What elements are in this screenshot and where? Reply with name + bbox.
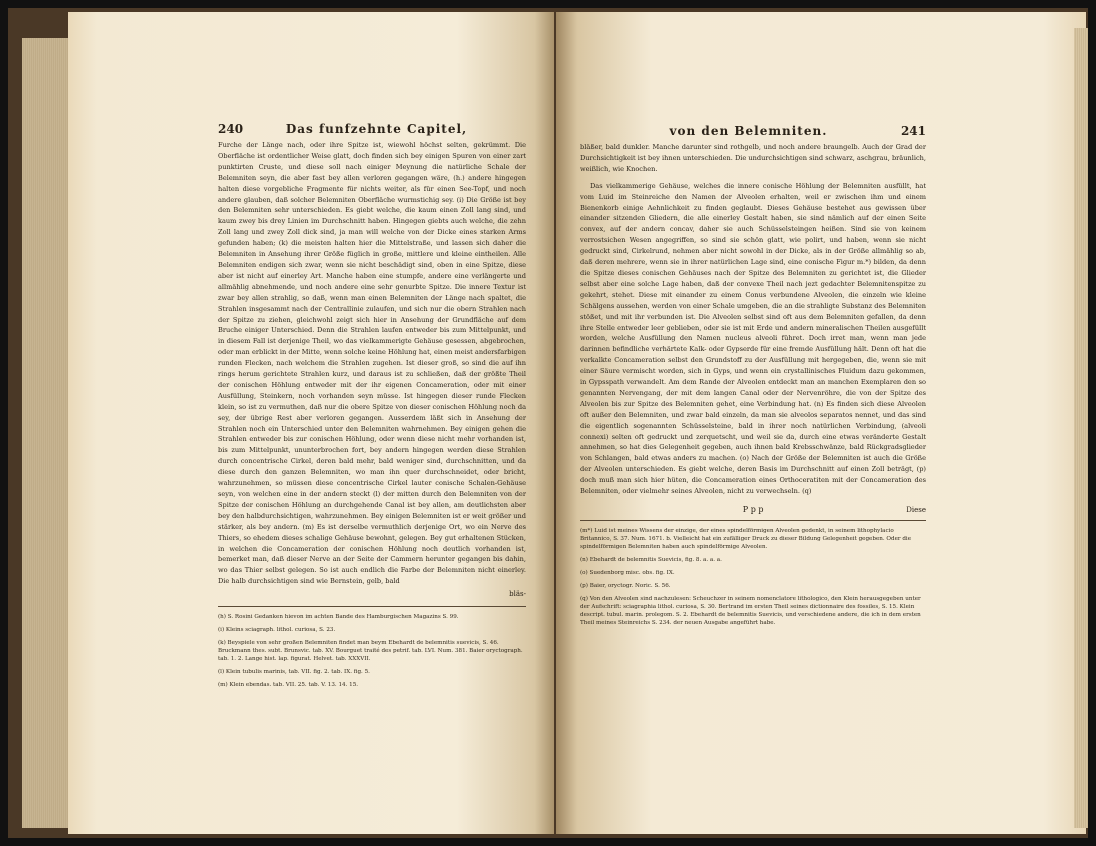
right-chapter-title: von den Belemniten. <box>669 124 828 138</box>
right-body-text <box>580 142 926 497</box>
right-running-head <box>580 124 926 138</box>
footnote-k: (k) Beyspiele von sehr großen Belemniten findet man beym Ebehardt de belemnitis suevicis, S. 46. Bruckmann thes. subt. Brunsvic. tab. XV. Bourguet traité des petrif. tab. LVI. Num. 381. Baier oryctograph. tab. 1. 2. Lange hist. lap. figurat. Helvet. tab. XXXVII. <box>218 640 523 663</box>
left-chapter-title: Das funfzehnte Capitel, <box>285 122 468 136</box>
left-footnotes <box>218 613 526 689</box>
left-body-text <box>218 140 526 600</box>
footnote-i: (i) Kleins sciagraph. lithol. curiosa, S. 23. <box>218 627 336 634</box>
left-page <box>68 12 554 834</box>
left-running-head <box>218 122 526 136</box>
right-paragraph-2: Das vielkammerige Gehäuse, welches die innere conische Höhlung der Belemniten ausfüllt, hat vom Luid im Steinreiche den Namen der Alveolen erhalten, weil er zwischen ihm und einem Bienenkorb einige Aehnlichkeit zu finden geglaubt. Dieses Gehäuse bestehet aus gewissen über einander sitzenden Gliedern, die alle einerley Gestalt haben, sie sind nämlich auf der einen Seite convex, auf der andern concav, daher sie auch Schüsselsteingen heißen. Sind sie von keinem verrostsichen Wesen angegriffen, so sind sie schön glatt, wie polirt, und haben, wenn sie nicht gedruckt sind, Cirkelrund, nehmen aber nicht sowohl in der Dicke, als in der Größe allmählig so ab, daß deren mehrere, wenn sie in ihrer natürlichen Lage sind, eine conische Figur m.*) bilden, da denn die Spitze dieses conischen Gehäuses nach der Spitze des Belemniten zu gerichtet ist, die Glieder selbst aber eine solche Lage haben, daß der convexe Theil nach jezt gedachter Belemnitenspitze zu gekehrt, stehet. Diese mit einander zu einem Conus verbundene Alveolen, die einzeln wie kleine Schälgens aussehen, werden von einer Schale umgeben, die an die strahligte Substanz des Belemniten stößet, und mit ihr verbunden ist. Die Alveolen selbst sind oft aus dem Belemniten gefallen, da denn ihre Stelle entweder leer geblieben, oder sie ist mit Erde und andern mineralischen Theilen ausgefüllt worden, welche Ausfüllung den Namen nucleus alveoli führet. Doch irret man, wenn man jede darinnen befindliche verhärtete Kalk- oder Gypserde für eine fremde Ausfüllung hält. Denn oft hat die verkalkte Concameration selbst den Grundstoff zu der Ausfüllung mit hergegeben, die, wenn sie mit einer Säure vermischt worden, sich in Gyps, und wenn ein crystallinisches Fluidum dazu gekommen, in Gypsspath verwandelt. Am dem Rande der Alveolen entdeckt man an manchen Exemplaren den so genannten Nervengang, der mit dem langen Canal oder der Nervenröhre, die von der Spitze des Alveolen bis zur Spitze des Belemniten gehet, eine Verbindung hat. (n) Es finden sich diese Alveolen oft außer den Belemniten, und zwar bald einzeln, da man sie alveolos separatos nennet, und das sind die eigentlich sogenannten Schüsselsteine, bald in ihrer noch natürlichen Verbindung, (alveoli connexi) selten oft gedruckt und zerquetscht, und weil sie da, durch eine etwas veränderte Gestalt annehmen, so hat dies Gelegenheit gegeben, auch ihnen bald Krebsschwänze, bald Rückgradsglieder von Schlangen, bald etwas anders zu machen. (o) Nach der Größe der Belemniten ist auch die Größe der Alveolen unterschieden. Es giebt welche, deren Basis im Durchschnitt auf einen Zoll beträgt, (p) doch muß man sich hier hüten, die Concameration eines Orthoceratiten mit der Concameration des Belemniten, oder vielmehr seines Alveolen, nicht zu verwechseln. (q) <box>580 181 926 496</box>
footnote-l: (l) Klein tubulis marinis, tab. VII. fig. 2. tab. IX. fig. 5. <box>218 669 370 676</box>
footnote-q: (q) Von den Alveolen sind nachzulesen: Scheuchzer in seinem nomenclatore lithologico, den Klein herausgegeben unter der Aufschrift: sciagraphia lithol. curiosa, S. 30. Bertrand im ersten Theil seines dictionnaire des fossiles, S. 15. Klein descript. tubul. marin. prolegom. S. 2. Ebehardt de belemnitis Suevicis, und verschiedene andere, die ich in dem ersten Theil meines Steinreichs S. 234. der neuen Ausgabe angeführt habe. <box>580 596 921 626</box>
signature-mark: P p p <box>742 505 764 514</box>
right-catchword: Diese <box>906 506 926 514</box>
right-footnote-rule <box>580 520 926 521</box>
right-footnotes <box>580 527 926 627</box>
footnote-o: (o) Suedenborg misc. obs. fig. IX. <box>580 570 675 576</box>
footnote-p: (p) Baier, oryctogr. Noric. S. 56. <box>580 583 671 589</box>
right-signature-row <box>580 497 926 514</box>
right-page-edges <box>1074 28 1088 828</box>
left-page-edges <box>22 38 70 828</box>
right-page-number: 241 <box>900 124 926 138</box>
footnote-m-star: (m*) Luid ist meines Wissens der einzige, der eines spindelförmigen Alveolen gedenkt, in seinem lithophylacio Britannico, S. 37. Num. 1671. b. Vielleicht hat ein zufälliger Druck zu dieser Bildung Gelegenheit gegeben. Oder die spindelförmigen Belemniten haben auch spindelförmige Alveolen. <box>580 528 912 550</box>
footnote-h: (h) S. Rosini Gedanken hievon im achten Bande des Hamburgischen Magazins S. 99. <box>218 614 459 621</box>
left-catchword: bläs- <box>509 590 526 599</box>
footnote-n: (n) Ebehardt de belemnitis Suevicis, fig. 8. a. a. a. <box>580 557 722 563</box>
left-footnote-rule <box>218 606 526 607</box>
left-paragraph: Furche der Länge nach, oder ihre Spitze ist, wiewohl höchst selten, gekrümmt. Die Oberfläche ist ordentlicher Weise glatt, doch finden sich bey einigen Spuren von einer zart punktirten Cruste, und diese soll nach einiger Meynung die natürliche Schale der Belemniten seyn, die aber fast bey allen verloren gegangen wäre, (h.) andere hingegen halten diese vorgebliche Fragmente für nichts weiter, als für einen See-Topf, und noch andere glauben, daß solcher Belemniten Oberfläche wurmstichig sey. (i) Die Größe ist bey den Belemniten sehr unterschieden. Es giebt welche, die kaum einen Zoll lang sind, und kaum zwey bis drey Linien im Durchschnitt haben. Hingegen giebts auch welche, die zehn Zoll lang und zwey Zoll dick sind, ja man will welche von der Dicke eines starken Arms gefunden haben; (k) die meisten halten hier die Mittelstraße, und lassen sich daher die Belemniten in Ansehung ihrer Größe füglich in große, mittlere und kleine eintheilen. Alle Belemniten endigen sich zwar, wenn sie nicht beschädigt sind, oben in eine Spitze, diese aber ist nicht auf einerley Art. Manche haben eine stumpfe, andere eine verlängerte und allmählig abnehmende, und noch andere eine sehr genurbte Spitze. Die innere Textur ist zwar bey allen strahlig, so daß, wenn man einen Belemniten der Länge nach spaltet, die Strahlen insgesammt nach der Centrallinie zulaufen, und sich nur die obern Strahlen nach der Spitze zu ziehen, gleichwohl zeigt sich hier in Ansehung der Grundfläche auf dem Bruche einiger Unterschied. Denn die Strahlen laufen entweder bis zum Mittelpunkt, und in diesem Fall ist derjenige Theil, wo das vielkammerigte Gehäuse gesessen, abgebrochen, oder man erblickt in der Mitte, wenn solche keine Höhlung hat, einen meist andersfarbigen runden Flecken, nach welchem die Strahlen zugehen. Ist dieser groß, so sind die auf ihn rings herum gerichtete Strahlen kurz, und daraus ist zu schließen, daß der größte Theil der conischen Höhlung entweder mit der ihr eigenen Concameration, oder mit einer Ausfüllung, Steinkern, noch vorhanden seyn müsse. Ist hingegen dieser runde Flecken klein, so ist zu vermuthen, daß nur die obere Spitze von dieser conischen Höhlung noch da sey, der übrige Rest aber verloren gegangen. Ausserdem läßt sich in Ansehung der Strahlen noch ein Unterschied unter den Belemniten wahrnehmen. Bey einigen gehen die Strahlen entweder bis zur conischen Höhlung, oder wenn diese nicht mehr vorhanden ist, bis zum Mittelpunkt, ununterbrochen fort, bey andern hingegen werden diese Strahlen durch concentrische Cirkel, deren bald mehr, bald weniger sind, durchschnitten, und da diese durch den ganzen Belemniten, wo man ihn quer durchschneidet, oder bricht, wahrzunehmen, so müssen diese concentrische Cirkel lauter conische Schalen-Gehäuse seyn, von welchen eine in der andern steckt (l) der mitten durch den Belemniten von der Spitze der conischen Höhlung an durchgehende Canal ist bey allen, am deutlichsten aber bey den halbdurchsichtigen, wahrzunehmen. Bey einigen Belemniten ist er weit größer und stärker, als bey andern. (m) Es ist derselbe vermuthlich derjenige Ort, wo ein Nerve des Thiers, so ehedem dieses schalige Gehäuse bewohnt, gelegen. Bey gut erhaltenen Stücken, in welchen die Concameration der conischen Höhlung noch deutlich vorhanden ist, bemerket man, daß dieser Nerve an der Seite der Cammern herunter gegangen bis dahin, wo das Thier selbst gelegen. So ist auch endlich die Farbe der Belemniten nicht einerley. Die halb durchsichtigen sind wie Bernstein, gelb, bald <box>218 141 526 586</box>
right-page <box>556 12 1086 834</box>
left-page-number: 240 <box>218 122 244 136</box>
open-book <box>8 8 1088 838</box>
footnote-m: (m) Klein ebendas. tab. VII. 25. tab. V. 13. 14. 15. <box>218 682 359 689</box>
right-paragraph-1: bläßer, bald dunkler. Manche darunter sind rothgelb, und noch andere braungelb. Auch der Grad der Durchsichtigkeit ist bey ihnen unterschieden. Die undurchsichtigen sind schwarz, aschgrau, bräunlich, weißlich, wie Knochen. <box>580 143 926 173</box>
